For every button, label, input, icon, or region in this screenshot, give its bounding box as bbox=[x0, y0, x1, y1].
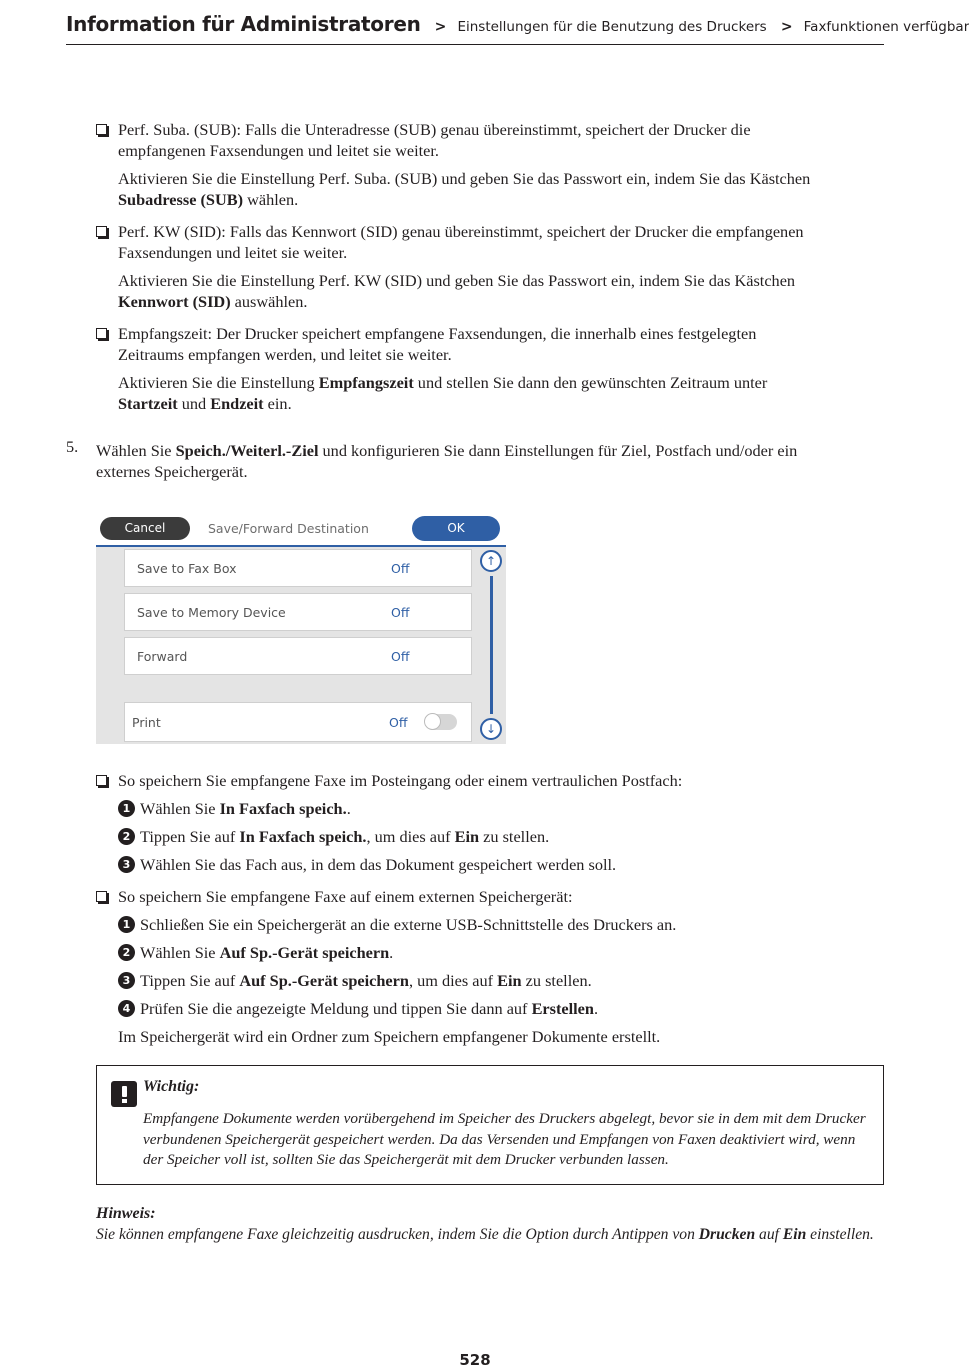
ui-term: Speich./Weiterl.-Ziel bbox=[175, 441, 319, 460]
memory-result-text: Im Speichergerät wird ein Ordner zum Speichern empfangener Dokumente erstellt. bbox=[118, 1027, 661, 1046]
step-text: zu stellen. bbox=[521, 971, 592, 990]
step-number-3-icon: 3 bbox=[118, 972, 135, 989]
ui-term: Startzeit bbox=[118, 394, 178, 413]
note-text-part: auf bbox=[755, 1226, 783, 1243]
ui-term: Auf Sp.-Gerät speichern bbox=[239, 971, 409, 990]
checkbox-bullet-icon bbox=[96, 226, 107, 237]
cancel-button[interactable]: Cancel bbox=[100, 517, 190, 540]
bullet-text: Empfangszeit: Der Drucker speichert empfangene Faxsendungen, die innerhalb eines festgelegten bbox=[118, 324, 757, 343]
step-text: Tippen Sie auf bbox=[140, 827, 240, 846]
step-text: , um dies auf bbox=[366, 827, 455, 846]
breadcrumb-separator: > bbox=[780, 19, 793, 35]
bullet-sid-instruction bbox=[118, 270, 884, 312]
ui-term: Endzeit bbox=[210, 394, 264, 413]
step-text: , um dies auf bbox=[408, 971, 498, 990]
setting-label: Save to Memory Device bbox=[137, 605, 286, 620]
header-title: Information für Administratoren bbox=[66, 12, 421, 36]
bullet-text: Perf. KW (SID): Falls das Kennwort (SID) genau übereinstimmt, speichert der Drucker die empfangenen bbox=[118, 222, 804, 241]
ui-term: In Faxfach speich. bbox=[219, 799, 347, 818]
note-text bbox=[96, 1225, 884, 1246]
faxbox-step-3: Wählen Sie das Fach aus, in dem das Dokument gespeichert werden soll. bbox=[140, 855, 617, 874]
instruction-text: und bbox=[177, 394, 211, 413]
page-number: 528 bbox=[459, 1351, 491, 1369]
setting-row-save-to-memory-device[interactable] bbox=[124, 593, 472, 631]
instruction-text: Aktivieren Sie die Einstellung bbox=[118, 373, 319, 392]
step-text: Prüfen Sie die angezeigte Meldung und tippen Sie dann auf bbox=[140, 999, 532, 1018]
setting-row-print[interactable] bbox=[124, 702, 472, 742]
step-text: externes Speichergerät. bbox=[96, 462, 248, 481]
step-number-4-icon: 4 bbox=[118, 1000, 135, 1017]
step-text: zu stellen. bbox=[479, 827, 550, 846]
important-box bbox=[96, 1065, 884, 1185]
ui-term: Empfangszeit bbox=[318, 373, 414, 392]
ui-term: Ein bbox=[497, 971, 522, 990]
print-toggle[interactable] bbox=[425, 714, 457, 730]
setting-row-save-to-fax-box[interactable] bbox=[124, 549, 472, 587]
scroll-up-arrow-icon[interactable]: ↑ bbox=[480, 550, 502, 572]
bullet-sid-description bbox=[118, 221, 884, 263]
instruction-text: und stellen Sie dann den gewünschten Zeitraum unter bbox=[413, 373, 768, 392]
step-text: und konfigurieren Sie dann Einstellungen für Ziel, Postfach und/oder ein bbox=[318, 441, 798, 460]
step-text: . bbox=[346, 799, 351, 818]
ui-term: Drucken bbox=[698, 1226, 756, 1243]
ui-term: Ein bbox=[454, 827, 480, 846]
instruction-text: ein. bbox=[263, 394, 292, 413]
bullet-text: Perf. Suba. (SUB): Falls die Unteradresse (SUB) genau übereinstimmt, speichert der Drucker die bbox=[118, 120, 751, 139]
ui-term: Erstellen bbox=[531, 999, 594, 1018]
step-number-3-icon: 3 bbox=[118, 856, 135, 873]
step-text: Wählen Sie bbox=[140, 799, 220, 818]
memory-step-4 bbox=[140, 998, 598, 1019]
step-5-text bbox=[96, 440, 884, 482]
bullet-text: empfangenen Faxsendungen und leitet sie weiter. bbox=[118, 141, 440, 160]
bullet-text: Zeitraums empfangen werden, und leitet sie weiter. bbox=[118, 345, 452, 364]
breadcrumb-item-printer-settings[interactable]: Einstellungen für die Benutzung des Druckers bbox=[457, 19, 767, 35]
step-number-2-icon: 2 bbox=[118, 944, 135, 961]
breadcrumb-separator: > bbox=[434, 19, 447, 35]
faxbox-step-2 bbox=[140, 826, 549, 847]
note-text-part: Sie können empfangene Faxe gleichzeitig ausdrucken, indem Sie die Option durch Antippen von bbox=[96, 1226, 699, 1243]
step-text: Wählen Sie bbox=[140, 943, 220, 962]
ui-term: Ein bbox=[782, 1226, 807, 1243]
step-number-1-icon: 1 bbox=[118, 916, 135, 933]
setting-label: Print bbox=[132, 715, 161, 730]
screen-title: Save/Forward Destination bbox=[208, 521, 369, 536]
faxbox-step-1 bbox=[140, 798, 351, 819]
faxbox-intro: So speichern Sie empfangene Faxe im Posteingang oder einem vertraulichen Postfach: bbox=[118, 771, 683, 790]
bullet-text: Faxsendungen und leitet sie weiter. bbox=[118, 243, 348, 262]
checkbox-bullet-icon bbox=[96, 891, 107, 902]
exclamation-icon bbox=[111, 1081, 137, 1107]
note-text-part: einstellen. bbox=[806, 1226, 874, 1243]
scroll-down-arrow-icon[interactable]: ↓ bbox=[480, 718, 502, 740]
instruction-text: auswählen. bbox=[230, 292, 308, 311]
bullet-sub-instruction bbox=[118, 168, 884, 210]
toggle-knob bbox=[424, 713, 441, 730]
important-text: Empfangene Dokumente werden vorübergehend im Speicher des Druckers abgelegt, bevor sie in dem mit dem Drucker verbundenen Speichergerät gespeichert werden. Da das Versenden und Empfangen von Faxen deaktiviert wird, wenn der Speicher voll ist, sollten Sie das Speichergerät mit dem Drucker verbunden lassen. bbox=[143, 1110, 866, 1168]
checkbox-bullet-icon bbox=[96, 124, 107, 135]
printer-screen-image bbox=[96, 512, 506, 744]
memory-intro: So speichern Sie empfangene Faxe auf einem externen Speichergerät: bbox=[118, 887, 573, 906]
breadcrumb-item-fax-functions[interactable]: Faxfunktionen verfügbar bbox=[803, 19, 969, 35]
step-number: 5. bbox=[66, 437, 79, 456]
bullet-sub-description bbox=[118, 119, 884, 161]
screen-topbar bbox=[96, 512, 506, 545]
setting-value: Off bbox=[389, 715, 408, 730]
ui-term: Kennwort (SID) bbox=[118, 292, 231, 311]
instruction-text: wählen. bbox=[243, 190, 299, 209]
instruction-text: Aktivieren Sie die Einstellung Perf. KW (SID) und geben Sie das Passwort ein, indem Sie das Kästchen bbox=[118, 271, 796, 290]
ui-term: In Faxfach speich. bbox=[239, 827, 367, 846]
bullet-time-description bbox=[118, 323, 884, 365]
memory-step-3 bbox=[140, 970, 592, 991]
step-text: . bbox=[593, 999, 599, 1018]
step-text: Wählen Sie bbox=[96, 441, 176, 460]
memory-step-2 bbox=[140, 942, 393, 963]
bullet-time-instruction bbox=[118, 372, 884, 414]
step-text: Tippen Sie auf bbox=[140, 971, 240, 990]
ok-button[interactable]: OK bbox=[412, 516, 500, 541]
checkbox-bullet-icon bbox=[96, 328, 107, 339]
setting-value: Off bbox=[391, 561, 410, 576]
setting-label: Save to Fax Box bbox=[137, 561, 237, 576]
ui-term: Auf Sp.-Gerät speichern bbox=[219, 943, 390, 962]
step-number-2-icon: 2 bbox=[118, 828, 135, 845]
step-number-1-icon: 1 bbox=[118, 800, 135, 817]
ui-term: Subadresse (SUB) bbox=[118, 190, 244, 209]
important-title: Wichtig: bbox=[143, 1078, 200, 1095]
setting-label: Forward bbox=[137, 649, 188, 664]
setting-row-forward[interactable] bbox=[124, 637, 472, 675]
step-text: . bbox=[389, 943, 394, 962]
page-header bbox=[66, 12, 969, 45]
memory-step-1: Schließen Sie ein Speichergerät an die externe USB-Schnittstelle des Druckers an. bbox=[140, 915, 677, 934]
setting-value: Off bbox=[391, 649, 410, 664]
instruction-text: Aktivieren Sie die Einstellung Perf. Suba. (SUB) und geben Sie das Passwort ein, indem Sie das Kästchen bbox=[118, 169, 811, 188]
scrollbar-track[interactable] bbox=[490, 576, 493, 714]
note-title: Hinweis: bbox=[96, 1205, 156, 1222]
setting-value: Off bbox=[391, 605, 410, 620]
checkbox-bullet-icon bbox=[96, 775, 107, 786]
